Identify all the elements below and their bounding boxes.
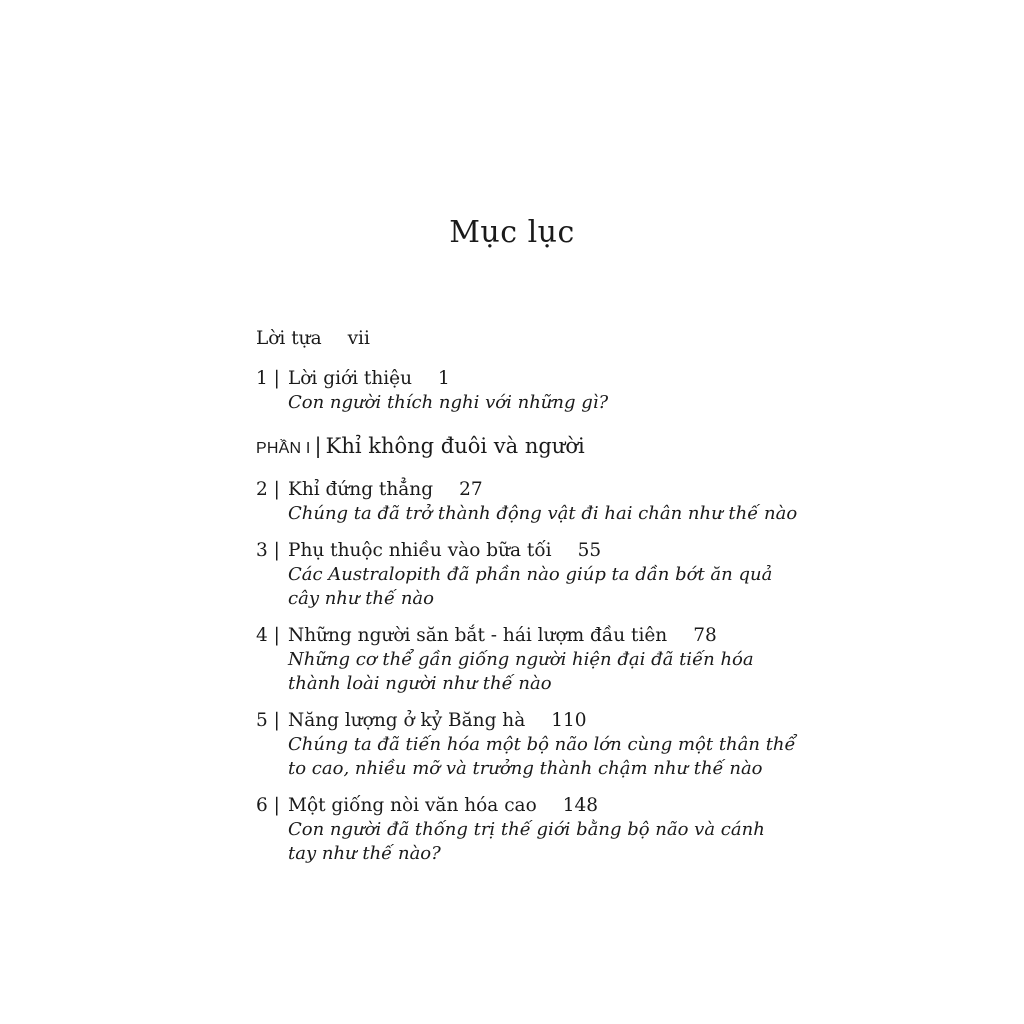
chapter-subtitle: Chúng ta đã trở thành động vật đi hai chân như thế nào (288, 503, 798, 524)
part-label: PHẦN I (256, 440, 311, 457)
table-of-contents (256, 327, 816, 879)
chapter-title: Lời giới thiệu (288, 368, 413, 389)
chapter-page-number: 55 (577, 540, 602, 561)
toc-entry-chapter-4[interactable] (256, 624, 816, 696)
chapter-subtitle: Con người đã thống trị thế giới bằng bộ não và cánh tay như thế nào? (288, 819, 765, 864)
chapter-page-number: 1 (438, 368, 450, 389)
toc-entry-chapter-5[interactable] (256, 709, 816, 781)
page-title: Mục lục (449, 215, 575, 250)
part-heading (256, 431, 816, 464)
part-title: Khỉ không đuôi và người (325, 434, 585, 458)
entry-label: Lời tựa (256, 328, 322, 349)
chapter-page-number: 78 (693, 625, 717, 646)
chapter-subtitle: Những cơ thể gần giống người hiện đại đã tiến hóa thành loài người như thế nào (288, 649, 754, 694)
chapter-number: 4 | (256, 625, 280, 646)
chapter-number: 6 | (256, 795, 280, 816)
chapter-title: Một giống nòi văn hóa cao (288, 795, 537, 816)
toc-entry-chapter-2[interactable] (256, 478, 816, 526)
chapter-title: Năng lượng ở kỷ Băng hà (288, 710, 526, 731)
part-separator: | (314, 434, 322, 458)
chapter-number: 2 | (256, 479, 280, 500)
entry-page-number: vii (347, 328, 370, 349)
chapter-page-number: 27 (459, 479, 483, 500)
chapter-page-number: 148 (562, 795, 599, 816)
toc-entry-chapter-6[interactable] (256, 794, 816, 866)
toc-entry-chapter-3[interactable] (256, 539, 816, 611)
chapter-number: 3 | (256, 540, 280, 561)
chapter-title: Khỉ đứng thẳng (288, 479, 434, 500)
toc-entry-preface[interactable] (256, 327, 816, 351)
chapter-subtitle: Các Australopith đã phần nào giúp ta dần bớt ăn quả cây như thế nào (288, 564, 773, 609)
chapter-number: 1 | (256, 368, 280, 389)
toc-entry-chapter-1[interactable] (256, 367, 816, 415)
chapter-title: Phụ thuộc nhiều vào bữa tối (288, 540, 552, 561)
chapter-title: Những người săn bắt - hái lượm đầu tiên (288, 625, 668, 646)
chapter-number: 5 | (256, 710, 280, 731)
chapter-subtitle: Chúng ta đã tiến hóa một bộ não lớn cùng một thân thể to cao, nhiều mỡ và trưởng thành chậm như thế nào (288, 734, 796, 779)
chapter-subtitle: Con người thích nghi với những gì? (288, 392, 609, 413)
chapter-page-number: 110 (551, 710, 587, 731)
